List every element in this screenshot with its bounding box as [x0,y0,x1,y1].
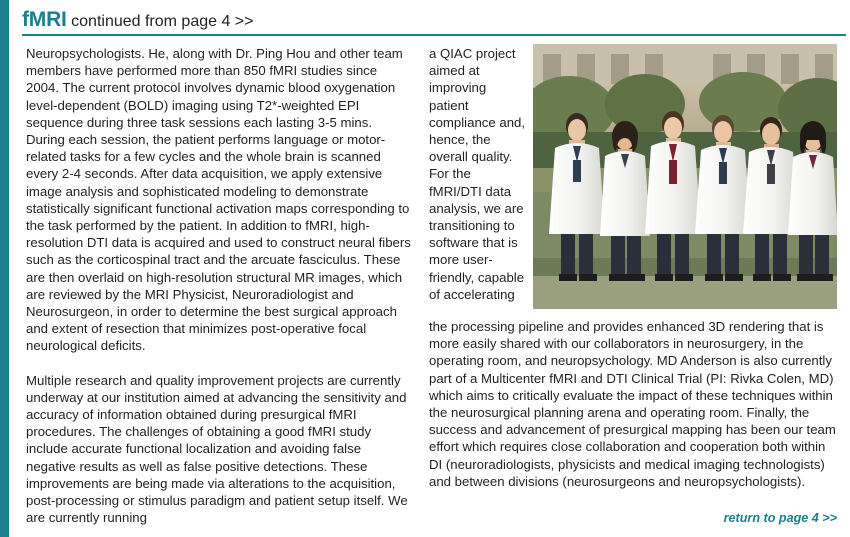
continued-from-label[interactable]: continued from page 4 >> [71,13,254,30]
return-to-page-link[interactable]: return to page 4 >> [723,511,837,525]
group-photo-image [533,44,837,309]
header-divider [22,34,846,36]
left-paragraph-2: Multiple research and quality improvement projects are currently underway at our institution aimed at advancing the sensitivity and accuracy of information obtained during presurgical fMRI procedures. The challenges of obtaining a good fMRI study include accurate functional localization and avoiding false negative results as well as false positive detections. These improvements are being made via alterations to the acquisition, post-processing or stimulus paradigm and patient setup itself. We are currently running [26,372,408,526]
left-accent-bar [0,0,9,537]
right-column-body [429,318,837,507]
right-paragraph-1: the processing pipeline and provides enhanced 3D rendering that is more easily shared with our collaborators in neurosurgery, in the operating room, and neuropsychology. MD Anderson is also currently part of a Multicenter fMRI and DTI Clinical Trial (PI: Rivka Colen, MD) which aims to critically evaluate the impact of these techniques within the neurosurgical planning arena and operating room. Finally, the success and advancement of presurgical mapping has been our team effort which requires close collaboration and cooperation both within DI (neuroradiologists, physicists and medical imaging technologists) and between divisions (neurosurgeons and neuropsychologists). [429,319,836,489]
right-column-wrap-text: a QIAC project aimed at improving patient compliance and, hence, the overall quality. For the fMRI/DTI data analysis, we are transitioning to software that is more user-friendly, capable of accelerating [429,46,526,302]
page-title: fMRI [22,8,67,31]
group-photo [533,44,837,309]
left-paragraph-1: Neuropsychologists. He, along with Dr. Ping Hou and other team members have performed more than 850 fMRI studies since 2004. The current protocol involves dynamic blood oxygenation level-dependent (BOLD) imaging using T2*-weighted EPI sequence during three task sessions each lasting 3-5 mins. During each session, the patient performs language or motor-related tasks for a few cycles and the whole brain is scanned every 2-4 seconds. After data acquisition, we apply extensive image analysis and sophisticated modeling to demonstrate statistically significant functional activation maps corresponding to the task performed by the patient. In addition to fMRI, high-resolution DTI data is acquired and used to construct neural fibers such as the corticospinal tract and the arcuate fasciculus. These are then overlaid on high-resolution structural MR images, which are reviewed by the MRI Physicist, Neuroradiologist and Neurosurgeon, in order to determine the best surgical approach and extent of resection that minimizes post-operative focal neurological deficits. [26,46,411,354]
page-content [9,0,850,537]
left-column [26,45,411,526]
